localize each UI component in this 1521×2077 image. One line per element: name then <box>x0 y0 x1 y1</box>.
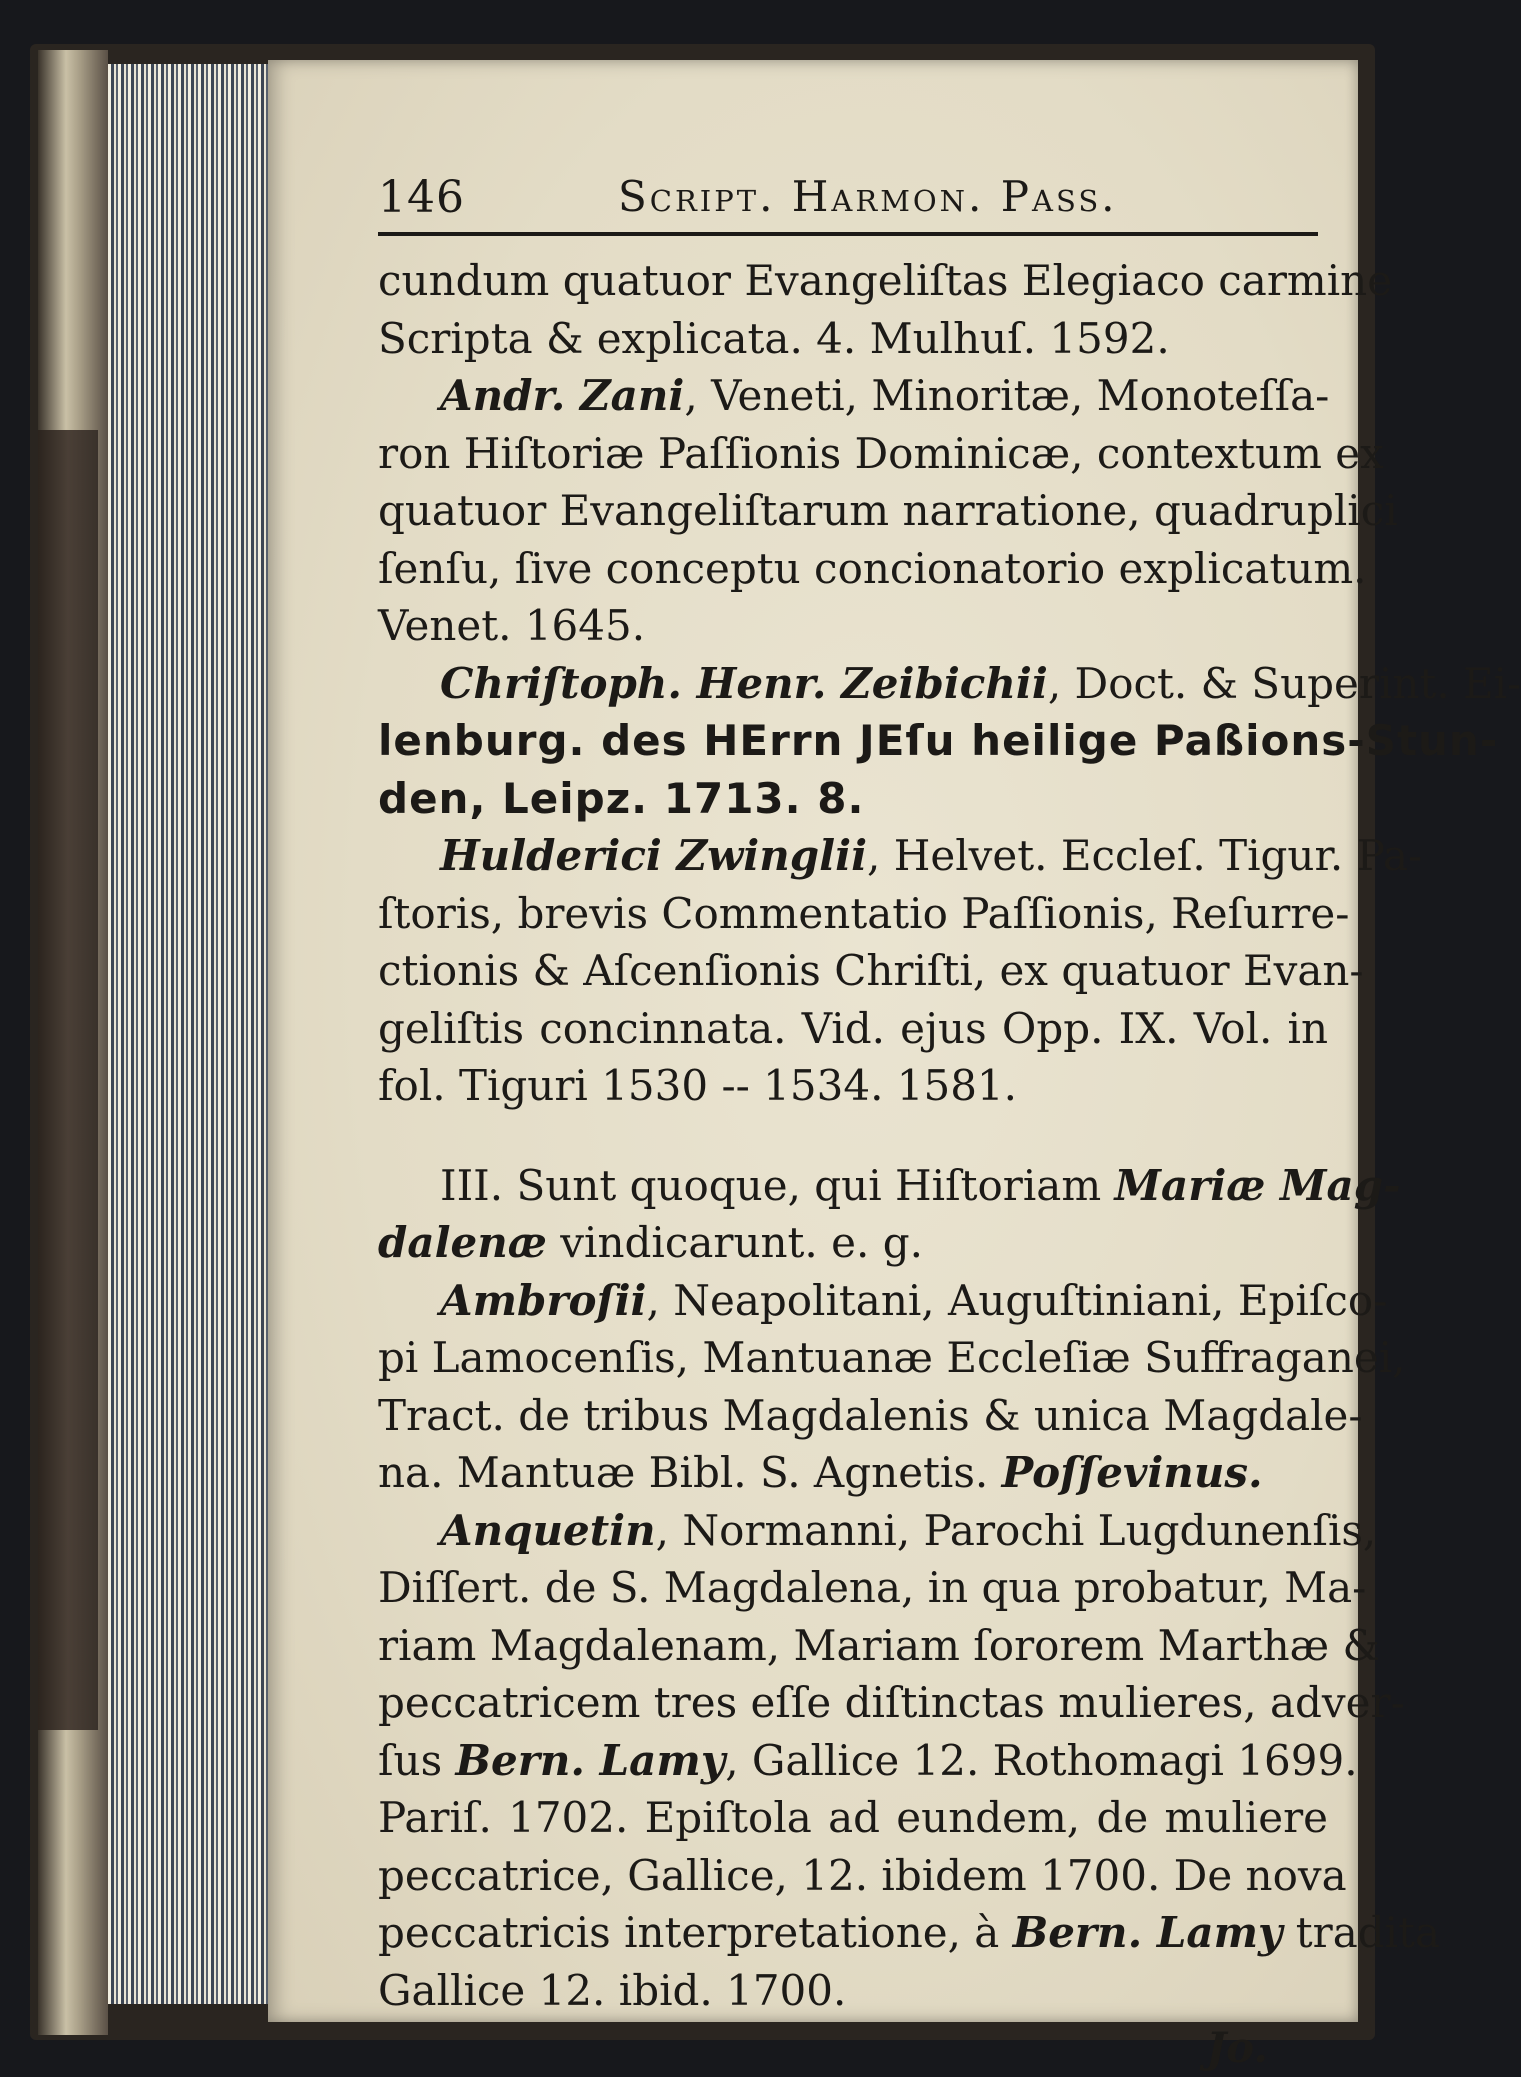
text-line <box>378 655 1521 713</box>
fraktur-text: den, Leipz. 1713. 8. <box>378 773 865 823</box>
text-run: Diſſert. de S. Magdalena, in qua probatur, Ma- <box>378 1563 1367 1612</box>
page-header <box>378 172 1328 232</box>
text-run: riam Magdalenam, Mariam ſororem Marthæ & <box>378 1620 1380 1670</box>
text-run: ſenſu, ſive conceptu concionatorio explicatum. <box>378 543 1367 593</box>
text-run: , Veneti, Minoritæ, Monoteſſa- <box>684 371 1330 420</box>
text-line <box>378 1847 1347 1905</box>
header-rule <box>378 232 1318 236</box>
text-line <box>378 1674 1405 1732</box>
text-run: tradita <box>1282 1908 1441 1957</box>
text-line <box>378 827 1423 885</box>
text-run: geliſtis concinnata. Vid. ejus Opp. IX. Vol. in <box>378 1003 1328 1053</box>
text-line <box>378 770 1328 828</box>
text-line <box>378 1732 1358 1790</box>
text-run: , Helvet. Eccleſ. Tigur. Pa- <box>867 831 1423 880</box>
italic-name: Anquetin <box>440 1505 656 1555</box>
text-line <box>378 1962 1328 2020</box>
text-line <box>378 1272 1388 1330</box>
text-run: , Gallice 12. Rothomagi 1699. <box>725 1735 1358 1785</box>
italic-name: Ambroſii <box>440 1275 647 1325</box>
book-cover-edge <box>38 50 108 2035</box>
italic-name: Bern. Lamy <box>455 1735 726 1785</box>
text-line <box>378 1904 1441 1962</box>
text-run: Tract. de tribus Magdalenis & unica Magdale- <box>378 1390 1363 1440</box>
text-line <box>378 540 1367 598</box>
text-line <box>378 1057 1328 1115</box>
text-run: , Normanni, Parochi Lugdunenſis, <box>655 1505 1377 1555</box>
text-run: ctionis & Aſcenſionis Chriſti, ex quatuor Evan- <box>378 946 1364 995</box>
text-line <box>378 367 1328 425</box>
catchword: Jo. <box>1206 2023 1268 2072</box>
text-line <box>378 310 1328 368</box>
text-run: peccatricem tres eſſe diſtinctas mulieres, adver- <box>378 1678 1405 1727</box>
italic-name: Hulderici Zwinglii <box>440 831 868 880</box>
text-line <box>378 712 1499 770</box>
text-run: ron Hiſtoriæ Paſſionis Dominicæ, contextum ex <box>378 428 1384 478</box>
text-line <box>378 1789 1328 1847</box>
text-line <box>378 1157 1401 1215</box>
text-line <box>378 252 1393 310</box>
text-run: , Doct. & Superint. Ei- <box>1047 658 1521 708</box>
text-run: pi Lamocenſis, Mantuanæ Eccleſiæ Suffraganei, <box>378 1333 1406 1382</box>
text-line <box>378 425 1384 483</box>
text-run: vindicarunt. e. g. <box>546 1218 923 1267</box>
italic-name: dalenæ <box>378 1218 547 1267</box>
text-line <box>378 942 1364 1000</box>
page-number: 146 <box>378 172 465 223</box>
text-run: Scripta & explicata. 4. Mulhuſ. 1592. <box>378 313 1170 363</box>
text-run: , Neapolitani, Auguſtiniani, Epiſco- <box>646 1275 1388 1325</box>
text-line <box>378 885 1350 943</box>
text-run: Venet. 1645. <box>378 601 646 650</box>
text-run: na. Mantuæ Bibl. S. Agnetis. <box>378 1448 1002 1497</box>
italic-name: Poſſevinus. <box>1001 1448 1263 1497</box>
text-run: III. Sunt quoque, qui Hiſtoriam <box>440 1160 1115 1210</box>
text-run: fol. Tiguri 1530 -- 1534. 1581. <box>378 1061 1018 1110</box>
text-line <box>378 1617 1380 1675</box>
text-line <box>378 1559 1367 1617</box>
text-run: peccatricis interpretatione, à <box>378 1908 1013 1957</box>
text-line <box>378 1214 1328 1272</box>
text-run: peccatrice, Gallice, 12. ibidem 1700. De nova <box>378 1850 1347 1900</box>
book-page <box>268 60 1521 2072</box>
cover-binding <box>38 430 98 1730</box>
text-run: quatuor Evangeliſtarum narratione, quadruplici <box>378 486 1398 535</box>
text-line <box>378 597 1328 655</box>
italic-name: Chriſtoph. Henr. Zeibichii <box>440 658 1048 708</box>
fraktur-text: lenburg. des HErrn JEſu heilige Paßions-Stun- <box>378 716 1499 765</box>
text-line <box>378 1444 1328 1502</box>
page-body <box>378 252 1521 2077</box>
italic-name: Bern. Lamy <box>1012 1908 1283 1957</box>
running-head: Script. Harmon. Pass. <box>618 172 1118 221</box>
text-line <box>378 1502 1377 1560</box>
text-line <box>378 1329 1406 1387</box>
italic-name: Andr. Zani <box>440 371 685 420</box>
text-run: ſtoris, brevis Commentatio Paſſionis, Reſurre- <box>378 888 1350 938</box>
text-run: Gallice 12. ibid. 1700. <box>378 1965 847 2015</box>
text-line <box>378 482 1398 540</box>
text-run: Pariſ. 1702. Epiſtola ad eundem, de muliere <box>378 1793 1328 1842</box>
paragraph-gap <box>378 1115 1328 1157</box>
text-line <box>378 1387 1363 1445</box>
text-run: cundum quatuor Evangeliſtas Elegiaco carmine <box>378 256 1393 305</box>
italic-name: Mariæ Mag- <box>1114 1160 1401 1210</box>
page-edges <box>108 64 268 2004</box>
text-run: ſus <box>378 1735 456 1785</box>
text-line <box>378 1000 1328 1058</box>
